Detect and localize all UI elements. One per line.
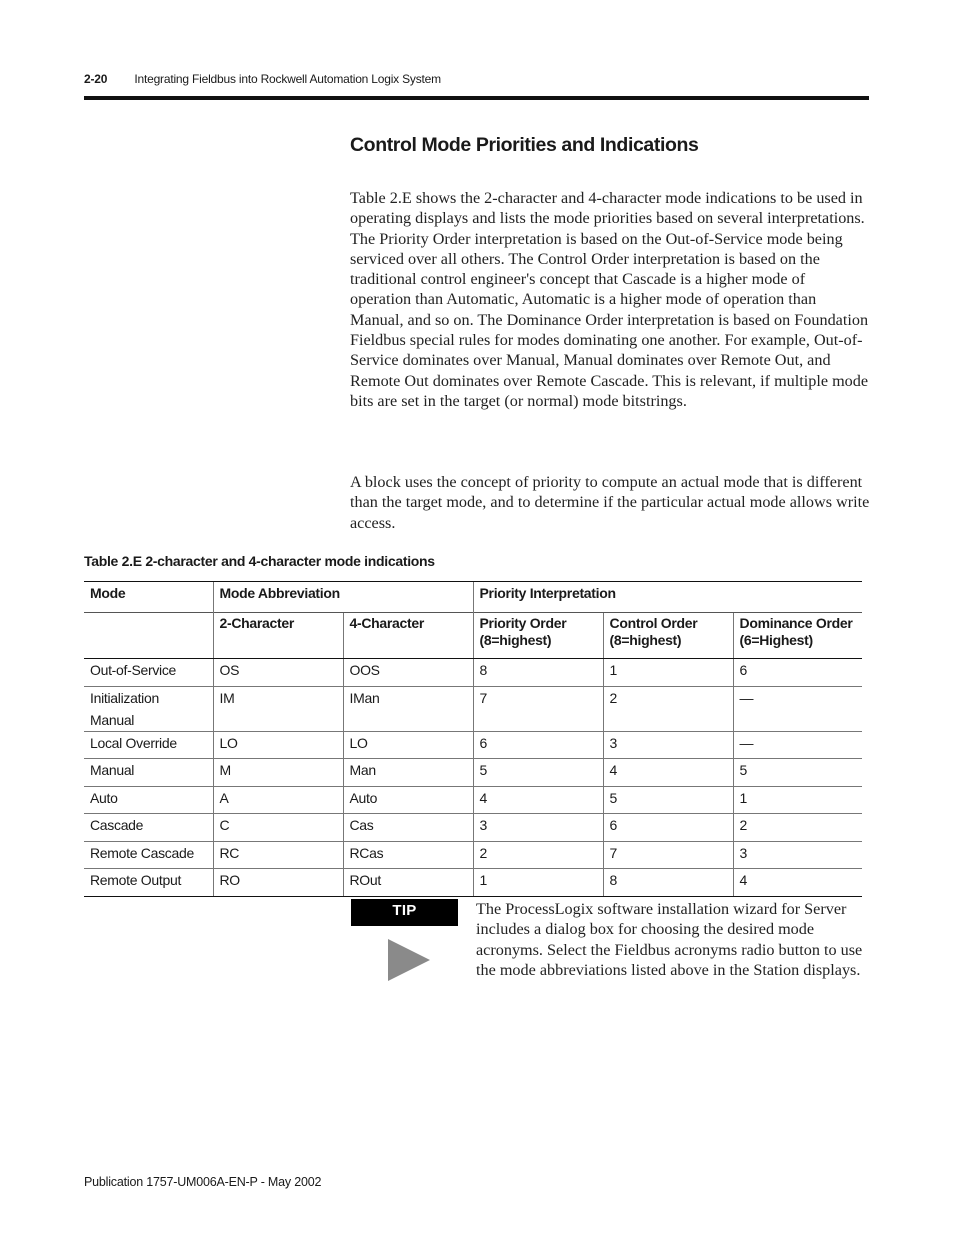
table-row: [84, 731, 862, 759]
table-row: [84, 869, 862, 897]
cell-dominance-order: 1: [733, 786, 862, 814]
priority-paragraph: A block uses the concept of priority to compute an actual mode that is different than the target mode, and to determine if the particular actual mode allows write access.: [350, 473, 870, 532]
tip-label: TIP: [351, 899, 458, 926]
cell-control-order: 3: [603, 731, 733, 759]
cell-2-character: LO: [213, 731, 343, 759]
mode-indications-table: [84, 581, 862, 897]
header-4-character: 4-Character: [343, 613, 473, 659]
tip-arrow-icon: [387, 938, 431, 982]
cell-4-character: Man: [343, 759, 473, 787]
tip-text: The ProcessLogix software installation wizard for Server includes a dialog box for choosing the desired mode acronyms. Select the Fieldbus acronyms radio button to use the mode abbreviations listed above in the Station displays.: [476, 900, 863, 979]
cell-priority-order: 1: [473, 869, 603, 897]
cell-mode: Remote Output: [84, 869, 213, 897]
cell-mode: Out-of-Service: [84, 659, 213, 687]
table-row: [84, 659, 862, 687]
cell-dominance-order: 3: [733, 841, 862, 869]
header-priority-order-label: Priority Order: [479, 615, 567, 631]
table-row: [84, 686, 862, 731]
cell-priority-order: 4: [473, 786, 603, 814]
section-title: Control Mode Priorities and Indications: [350, 134, 699, 156]
cell-priority-order: 7: [473, 686, 603, 731]
running-header: [84, 72, 441, 86]
cell-2-character: RO: [213, 869, 343, 897]
cell-4-character: LO: [343, 731, 473, 759]
cell-dominance-order: —: [733, 731, 862, 759]
cell-control-order: 5: [603, 786, 733, 814]
header-mode-abbreviation: Mode Abbreviation: [213, 582, 473, 613]
cell-priority-order: 6: [473, 731, 603, 759]
header-dominance-order-label: Dominance Order: [739, 615, 853, 631]
cell-2-character: M: [213, 759, 343, 787]
table-row: [84, 814, 862, 842]
table-row: [84, 786, 862, 814]
header-mode: Mode: [84, 582, 213, 613]
cell-4-character: RCas: [343, 841, 473, 869]
cell-mode: Initialization Manual: [84, 686, 213, 731]
header-priority-interpretation: Priority Interpretation: [473, 582, 862, 613]
header-empty: [84, 613, 213, 659]
header-priority-order-note: (8=highest): [479, 632, 552, 648]
cell-4-character: Auto: [343, 786, 473, 814]
cell-control-order: 7: [603, 841, 733, 869]
cell-dominance-order: —: [733, 686, 862, 731]
cell-mode: Auto: [84, 786, 213, 814]
header-control-order: [603, 613, 733, 659]
cell-2-character: IM: [213, 686, 343, 731]
header-rule: [84, 96, 869, 100]
header-control-order-label: Control Order: [609, 615, 698, 631]
cell-dominance-order: 6: [733, 659, 862, 687]
table-sub-header-row: [84, 613, 862, 659]
cell-2-character: C: [213, 814, 343, 842]
cell-4-character: Cas: [343, 814, 473, 842]
publication-footer: Publication 1757-UM006A-EN-P - May 2002: [84, 1175, 322, 1189]
header-2-character: 2-Character: [213, 613, 343, 659]
intro-paragraph: Table 2.E shows the 2-character and 4-character mode indications to be used in operating displays and lists the mode priorities based on several interpretations. The Priority Order interpretation is based on the Out-of-Service mode being serviced over all others. The Control Order interpretation is based on the traditional control engineer's concept that Cascade is a higher mode of operation than Automatic, Automatic is a higher mode of operation than Manual, and so on. The Dominance Order interpretation is based on Foundation Fieldbus special rules for modes dominating one another. For example, Out-of-Service dominates over Manual, Manual dominates over Remote Out, and Remote Out dominates over Remote Cascade. This is relevant, if multiple mode bits are set in the target (or normal) mode bitstrings.: [350, 189, 869, 410]
cell-mode: Manual: [84, 759, 213, 787]
cell-control-order: 2: [603, 686, 733, 731]
table-row: [84, 841, 862, 869]
cell-control-order: 6: [603, 814, 733, 842]
cell-2-character: A: [213, 786, 343, 814]
header-dominance-order: [733, 613, 862, 659]
cell-4-character: OOS: [343, 659, 473, 687]
cell-mode: Local Override: [84, 731, 213, 759]
table-caption: Table 2.E 2-character and 4-character mode indications: [84, 553, 435, 569]
cell-2-character: RC: [213, 841, 343, 869]
cell-priority-order: 8: [473, 659, 603, 687]
cell-2-character: OS: [213, 659, 343, 687]
cell-mode: Cascade: [84, 814, 213, 842]
cell-dominance-order: 4: [733, 869, 862, 897]
cell-control-order: 1: [603, 659, 733, 687]
cell-4-character: ROut: [343, 869, 473, 897]
header-priority-order: [473, 613, 603, 659]
cell-priority-order: 2: [473, 841, 603, 869]
cell-mode: Remote Cascade: [84, 841, 213, 869]
table-group-header-row: [84, 582, 862, 613]
cell-control-order: 8: [603, 869, 733, 897]
cell-control-order: 4: [603, 759, 733, 787]
header-dominance-order-note: (6=Highest): [739, 632, 813, 648]
page-number: 2-20: [84, 72, 108, 86]
cell-dominance-order: 5: [733, 759, 862, 787]
table-row: [84, 759, 862, 787]
header-control-order-note: (8=highest): [609, 632, 682, 648]
cell-priority-order: 3: [473, 814, 603, 842]
cell-priority-order: 5: [473, 759, 603, 787]
cell-dominance-order: 2: [733, 814, 862, 842]
running-title: Integrating Fieldbus into Rockwell Automation Logix System: [134, 72, 441, 86]
cell-4-character: IMan: [343, 686, 473, 731]
